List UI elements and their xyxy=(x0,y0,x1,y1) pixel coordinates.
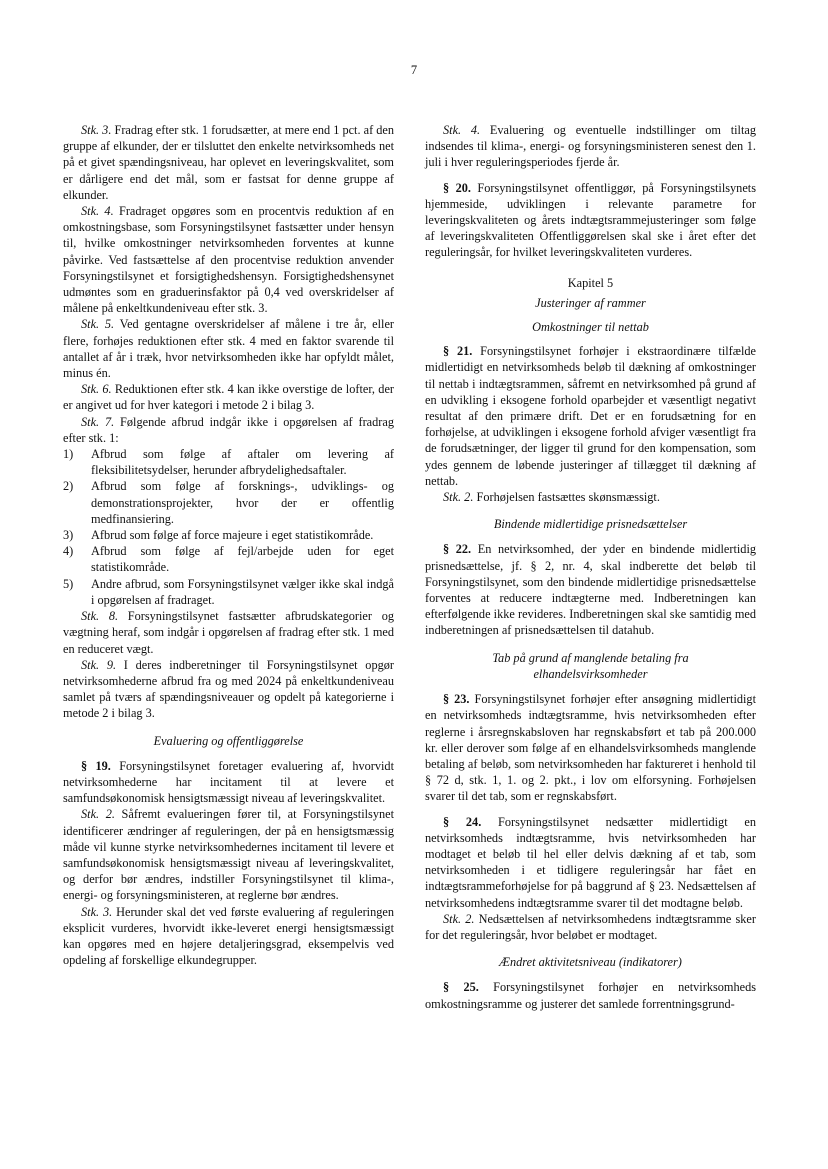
chapter-number: Kapitel 5 xyxy=(567,275,614,290)
paragraph xyxy=(425,343,756,489)
list-item-text: Afbrud som følge af fejl/arbejde uden for eget statistikområde. xyxy=(91,544,394,575)
list-item-text: Afbrud som følge af forsknings-, udviklings- og demonstrationsprojekter, hvor der er offentlig medfinansiering. xyxy=(91,479,394,526)
paragraph xyxy=(425,180,756,261)
paragraph-text: Forhøjelsen fastsættes skønsmæssigt. xyxy=(473,490,660,505)
paragraph xyxy=(63,806,394,903)
list-item-text: Afbrud som følge af aftaler om levering af fleksibilitetsydelser, herunder afbrydelighedsaftaler. xyxy=(91,447,394,478)
paragraph-lead: Stk. 2. xyxy=(81,807,115,822)
page-number: 7 xyxy=(410,63,418,77)
paragraph xyxy=(425,979,756,1011)
section-heading: Evaluering og offentliggørelse xyxy=(153,733,304,748)
paragraph-text: Forsyningstilsynet foretager evaluering af, hvorvidt netvirksomhederne har incitament til at levere et samfundsøkonomisk hensigtsmæssigt niveau af leveringskvalitet. xyxy=(63,758,394,806)
section-number: § 22. xyxy=(443,542,472,557)
paragraph xyxy=(63,122,394,203)
list-item xyxy=(63,478,394,527)
section-heading: Omkostninger til nettab xyxy=(532,320,649,335)
section-heading: Ændret aktivitetsniveau (indikatorer) xyxy=(499,955,682,970)
paragraph-text: Forsyningstilsynet offentliggør, på Forsyningstilsynets hjemmeside, udviklingen i relevante parametre for leveringskvaliteten og årets indtægtsrammejusteringer som følge af leveringskvaliteten Offentliggørelsen skal ske i året efter det reguleringsår, for hvilket leveringskvaliteten vurderes. xyxy=(425,180,756,260)
list-item-number: 1) xyxy=(63,447,74,462)
list-item-number: 5) xyxy=(63,576,74,591)
numbered-list xyxy=(63,446,394,608)
paragraph-text: Reduktionen efter stk. 4 kan ikke overstige de lofter, der er angivet ud for hver kategori i metode 2 i bilag 3. xyxy=(63,382,394,413)
paragraph-text: Forsyningstilsynet forhøjer efter ansøgning midlertidigt en netvirksomheds indtægtsramme, hvis netvirksomheden efter reglerne i årsregnskabsloven har regnskabsført et tab på 200.000 kr. eller derover som følge af en elhandelsvirksomheds manglende betaling af beløb, som netvirksomheden har faktureret i henhold til § 72 d, stk. 1, 1. og 2. pkt., i lov om elforsyning. Forhøjelsen svarer til det tab, som er regnskabsført. xyxy=(425,692,756,804)
paragraph xyxy=(63,381,394,413)
paragraph-text: Såfremt evalueringen fører til, at Forsyningstilsynet identificerer ændringer af reguleringen, der på en hensigtsmæssig måde vil kunne styrke netvirksomhedernes incitament til levere et samfundsøkonomisk hensigtsmæssigt niveau af leveringskvalitet, og derfor bør ændres, indstiller Forsyningstilsynet til klima-, energi- og forsyningsministeren, at reglerne bør ændres. xyxy=(63,807,394,903)
paragraph-text: I deres indberetninger til Forsyningstilsynet opgør netvirksomhederne afbrud fra og med 2024 på enkeltkundeniveau samlet på tværs af spændingsniveauer og opdelt på kategorierne i metode 2 i bilag 3. xyxy=(63,657,394,721)
list-item-number: 2) xyxy=(63,479,74,494)
paragraph xyxy=(63,316,394,381)
paragraph-lead: Stk. 4. xyxy=(81,204,114,219)
section-heading-line: Tab på grund af manglende betaling fra xyxy=(492,650,689,665)
paragraph-lead: Stk. 3. xyxy=(81,123,112,137)
paragraph-lead: Stk. 5. xyxy=(81,317,115,332)
section-number: § 19. xyxy=(81,758,111,773)
section-heading-line: elhandelsvirksomheder xyxy=(533,666,648,681)
paragraph-lead: Stk. 9. xyxy=(81,657,117,672)
list-item-text: Andre afbrud, som Forsyningstilsynet vælger ikke skal indgå i opgørelsen af fradraget. xyxy=(91,576,394,607)
section-heading xyxy=(425,650,756,682)
section-number: § 21. xyxy=(443,344,473,359)
paragraph xyxy=(425,541,756,638)
paragraph-text: Nedsættelsen af netvirksomhedens indtægtsramme sker for det reguleringsår, hvor beløbet er modtaget. xyxy=(425,911,756,942)
chapter-title: Justeringer af rammer xyxy=(535,295,646,310)
paragraph-lead: Stk. 2. xyxy=(443,490,474,505)
paragraph-lead: Stk. 8. xyxy=(81,609,119,624)
paragraph-text: Evaluering og eventuelle indstillinger om tiltag indsendes til klima-, energi- og forsyningsministeren senest den 1. juli i hver reguleringsperiodes fjerde år. xyxy=(425,123,756,170)
list-item xyxy=(63,527,394,543)
paragraph-text: Herunder skal det ved første evaluering af reguleringen eksplicit vurderes, hvorvidt ikke-leveret energi hensigtsmæssigt kan opgøres med en højere detaljeringsgrad, eksempelvis ved opdeling af forskellige elkundegrupper. xyxy=(63,904,394,968)
paragraph-text: Ved gentagne overskridelser af målene i tre år, eller flere, forhøjes reduktionen efter stk. 4 med en faktor svarende til antallet af år i træk, hvor netvirksomheden ikke har opfyldt målet, minus én. xyxy=(63,317,394,381)
paragraph-lead: Stk. 2. xyxy=(443,911,475,926)
paragraph-text: En netvirksomhed, der yder en bindende midlertidig prisnedsættelse, jf. § 2, nr. 4, skal indberette det beløb til Forsyningstilsynet, som den bindende midlertidige prisnedsættelse forventes at reducere indtægterne med. Indberetningen kan efterfølgende ikke revideres. Indberetningen skal ske samtidig med indberetningen af prisnedsættelsen til datahub. xyxy=(425,542,757,638)
paragraph xyxy=(63,203,394,316)
paragraph-text: Forsyningstilsynet forhøjer en netvirksomheds omkostningsramme og justerer det samlede forrentningsgrund- xyxy=(425,980,757,1011)
paragraph xyxy=(63,414,394,446)
paragraph-lead: Stk. 3. xyxy=(81,904,113,919)
paragraph-text: Forsyningstilsynet nedsætter midlertidigt en netvirksomheds indtægtsramme, hvis netvirksomheden har modtaget et beløb til hel eller delvis dækning af et tab, som netvirksomheden i et tidligere reguleringsår har fået en indtægtsrammeforhøjelse for på baggrund af § 23. Nedsættelsen af netvirksomhedens indtægtsramme svarer til det modtagne beløb. xyxy=(425,814,756,910)
section-number: § 25. xyxy=(443,980,479,995)
list-item-text: Afbrud som følge af force majeure i eget statistikområde. xyxy=(91,528,374,543)
section-heading: Bindende midlertidige prisnedsættelser xyxy=(493,517,688,532)
paragraph-text: Forsyningstilsynet forhøjer i ekstraordinære tilfælde midlertidigt en netvirksomheds beløb til dækning af omkostninger til nettab i indtægtsrammen, såfremt en netvirksomhed på grund af en udvikling i eksogene forhold oparbejder et væsentligt negativt resultat af den primære drift. Det er en forudsætning for en forhøjelse, at udviklingen i eksogene forhold afviger væsentligt fra de forudsætninger, der ligger til grund for den kompensation, som ydes gennem de løbende justeringer af tillægget til dækning af nettab. xyxy=(425,344,756,488)
paragraph-lead: Stk. 4. xyxy=(443,123,481,137)
paragraph xyxy=(63,657,394,722)
paragraph-text: Følgende afbrud indgår ikke i opgørelsen af fradrag efter stk. 1: xyxy=(63,414,394,445)
paragraph xyxy=(425,691,756,804)
list-item xyxy=(63,446,394,478)
paragraph-text: Forsyningstilsynet fastsætter afbrudskategorier og vægtning heraf, som indgår i opgørelsen af fradrag efter stk. 1 med en reduceret vægt. xyxy=(63,609,394,656)
paragraph xyxy=(425,911,756,943)
list-item xyxy=(63,576,394,608)
paragraph xyxy=(425,814,756,911)
right-column xyxy=(425,122,756,1012)
paragraph-lead: Stk. 7. xyxy=(81,414,115,429)
list-item xyxy=(63,543,394,575)
paragraph-text: Fradrag efter stk. 1 forudsætter, at mere end 1 pct. af den gruppe af elkunder, der er tilsluttet den enkelte netvirksomheds net på et givet spændingsniveau, har oplevet en leveringskvalitet, som er dårligere end det mål, som er fastsat for denne gruppe af elkunder. xyxy=(63,123,394,202)
section-number: § 20. xyxy=(443,180,471,195)
paragraph xyxy=(63,758,394,807)
section-number: § 23. xyxy=(443,692,470,707)
paragraph xyxy=(63,608,394,657)
paragraph xyxy=(425,122,756,171)
paragraph xyxy=(425,489,756,505)
paragraph-text: Fradraget opgøres som en procentvis reduktion af en omkostningsbase, som Forsyningstilsynet fastsætter under hensyn til, hvilke omkostninger netvirksomheden forventes at kunne påvirke. Ved fastsættelse af den procentvise reduktion anvender Forsyningstilsynet et forsigtighedshensyn. Forsigtighedshensynet udmøntes som en graduerinsfaktor på 0,4 ved overskridelser af målene på enkeltkundeniveau efter stk. 3. xyxy=(63,204,394,316)
paragraph xyxy=(63,904,394,969)
section-number: § 24. xyxy=(443,814,482,829)
list-item-number: 4) xyxy=(63,544,74,559)
list-item-number: 3) xyxy=(63,528,74,543)
paragraph-lead: Stk. 6. xyxy=(81,382,112,397)
left-column xyxy=(63,122,394,968)
